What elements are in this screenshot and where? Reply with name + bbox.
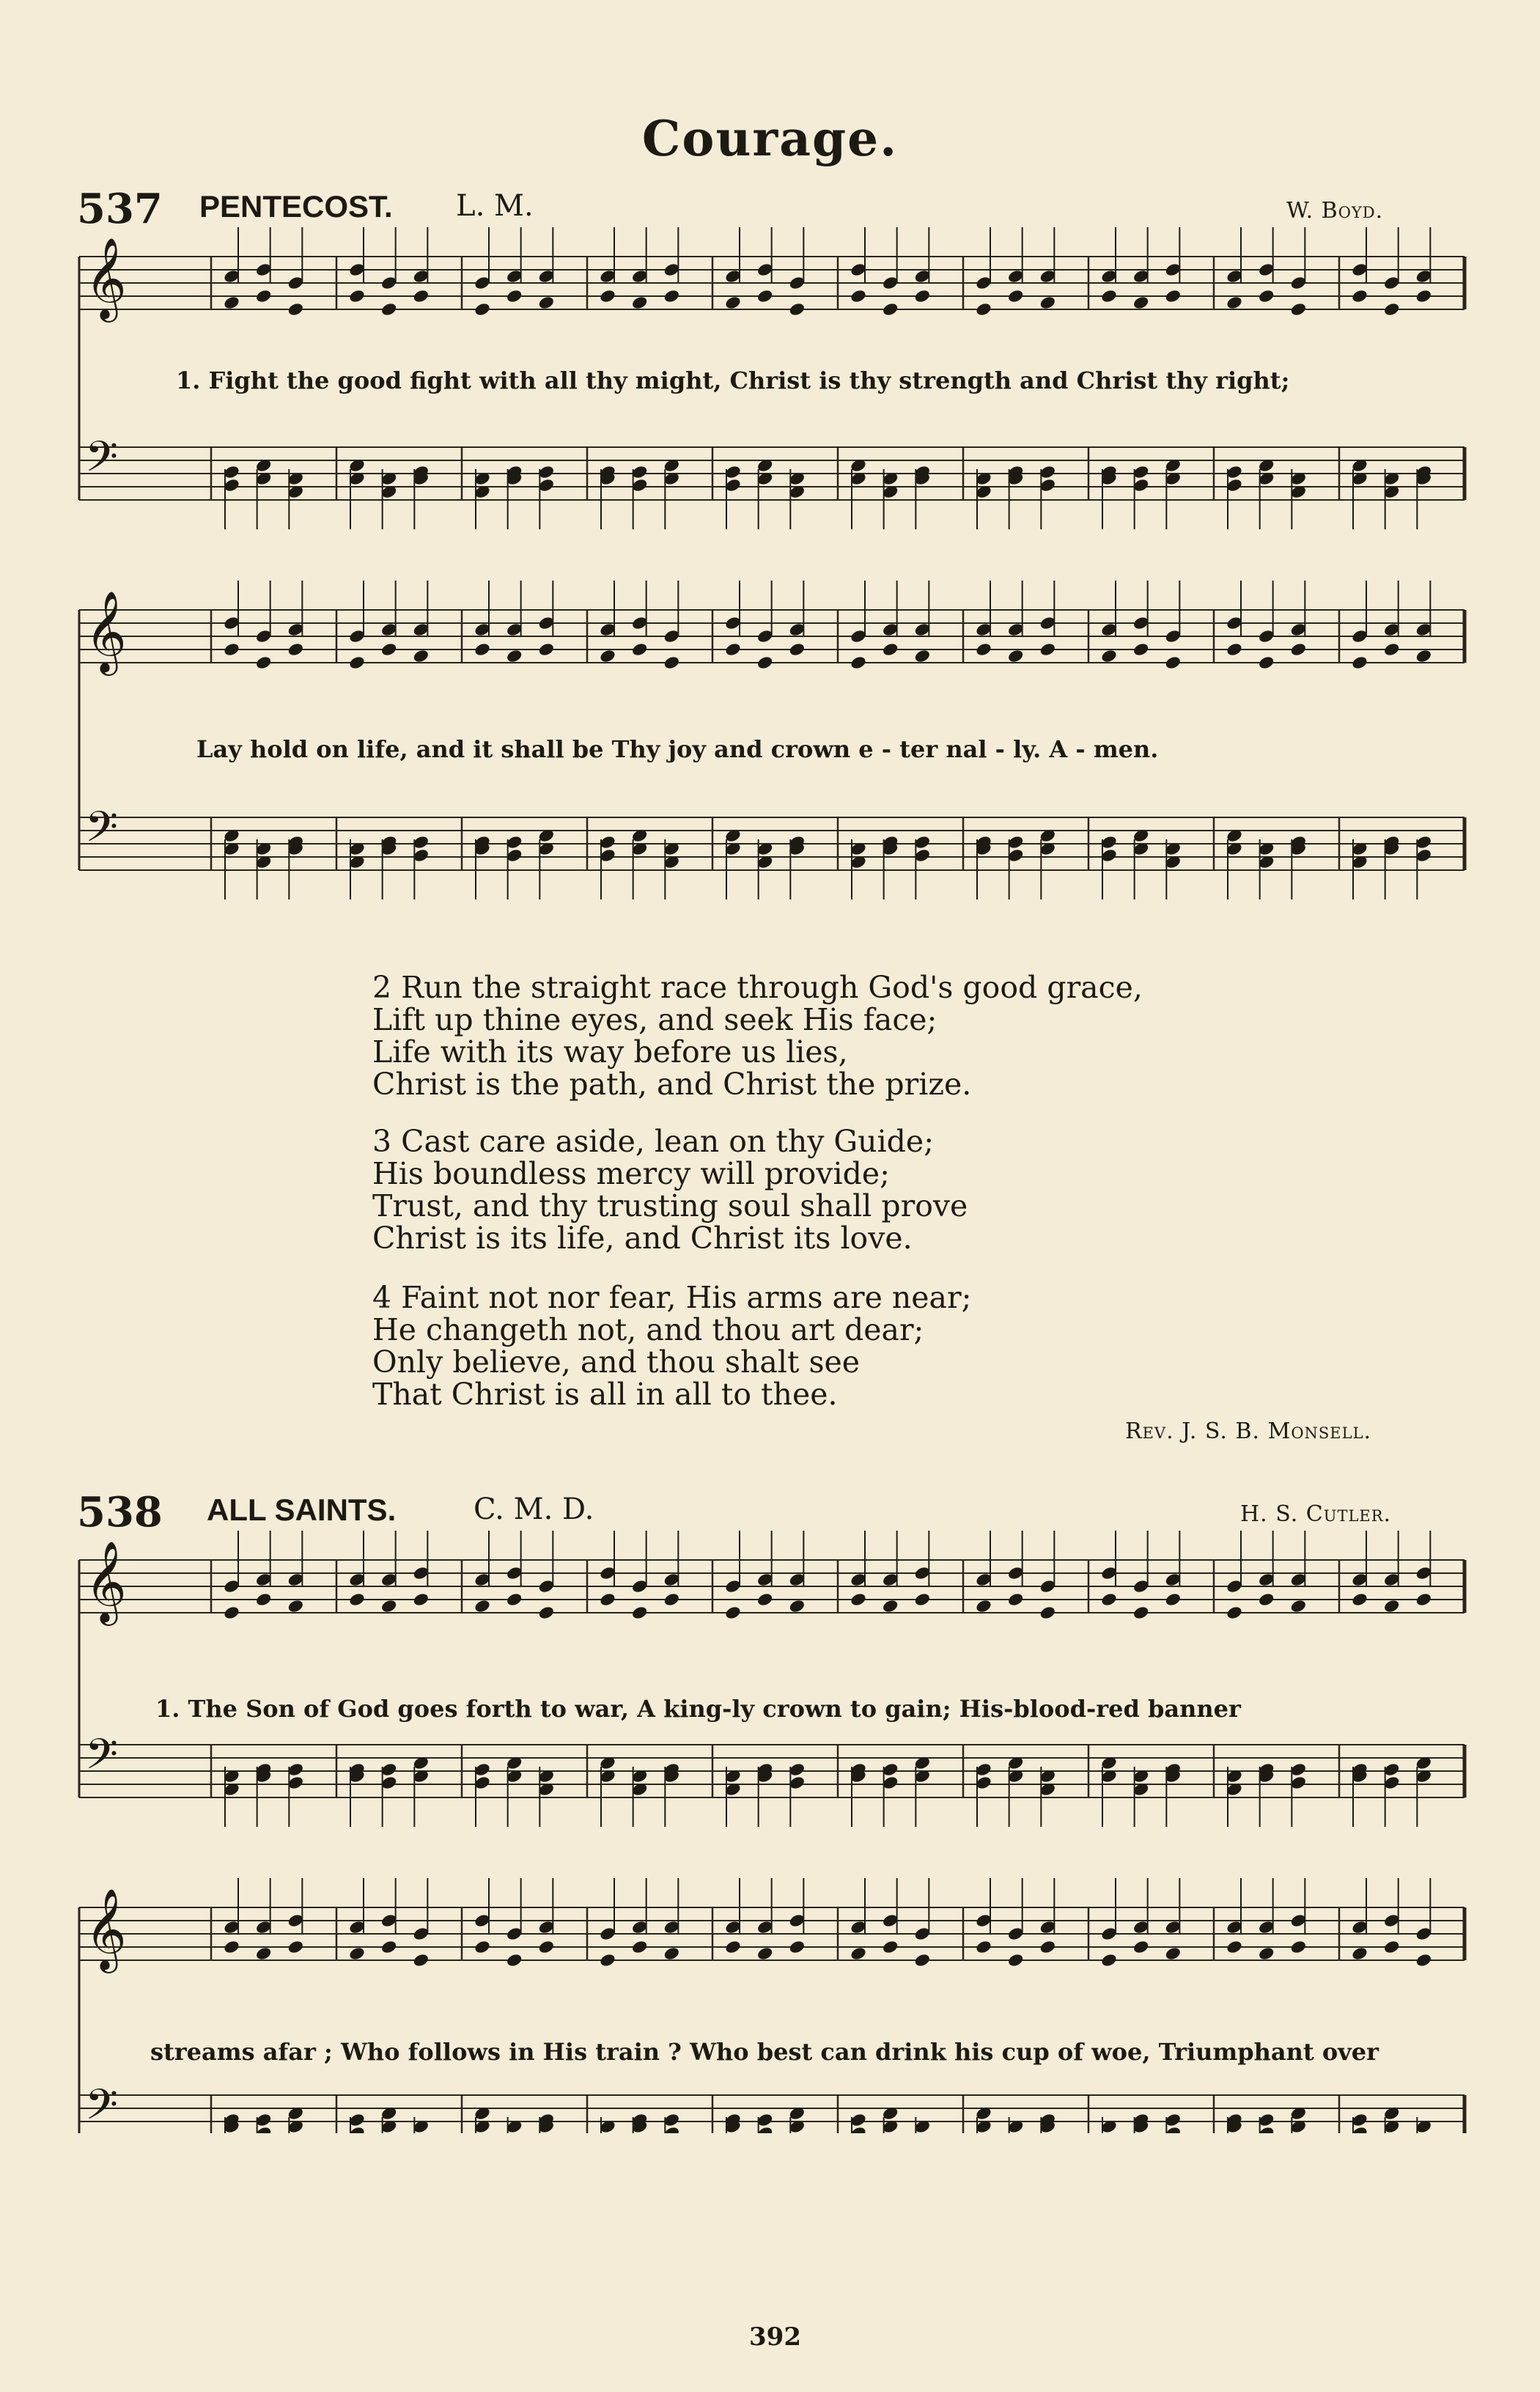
note-head [287, 1939, 304, 1954]
verse-line: 3 Cast care aside, lean on thy Guide; [372, 1124, 935, 1159]
note-head [1164, 1591, 1182, 1607]
note-head [913, 648, 931, 663]
note-head [255, 288, 273, 303]
note-head [348, 1946, 366, 1961]
note-head [1415, 648, 1432, 663]
note-head [1226, 295, 1243, 310]
note-head [1289, 301, 1307, 317]
note-head [1415, 288, 1432, 303]
meter: C. M. D. [474, 1493, 594, 1526]
note-head [474, 1939, 491, 1954]
note-head [223, 295, 240, 310]
verse-line: That Christ is all in all to thee. [372, 1377, 838, 1412]
note-head [255, 655, 273, 670]
note-head [850, 655, 867, 670]
note-head [882, 1939, 899, 1954]
note-head [663, 1946, 680, 1961]
note-head [913, 1952, 931, 1968]
note-head [631, 641, 649, 657]
note-head [756, 1946, 774, 1961]
note-head [913, 1591, 931, 1607]
note-head [1383, 1598, 1401, 1613]
note-head [1226, 641, 1243, 657]
verse-line: Lift up thine eyes, and seek His face; [372, 1002, 937, 1037]
verse-2 [372, 971, 1143, 1100]
note-head [724, 1605, 742, 1620]
note-head [1226, 1939, 1243, 1954]
tune-name: ALL SAINTS. [207, 1493, 397, 1527]
note-head [1100, 1952, 1118, 1968]
note-head [1007, 1952, 1025, 1968]
note-head [599, 288, 616, 303]
verse-line: Trust, and thy trusting soul shall prove [372, 1188, 968, 1223]
verse-line: He changeth not, and thou art dear; [372, 1312, 924, 1347]
bass-clef-icon: 𝄢 [85, 2080, 119, 2133]
note-head [412, 1952, 430, 1968]
note-head [1415, 1591, 1432, 1607]
note-head [1132, 641, 1150, 657]
note-head [1164, 288, 1182, 303]
note-head [724, 1939, 742, 1954]
note-head [537, 1605, 555, 1620]
note-head [1039, 1605, 1056, 1620]
note-head [287, 641, 304, 657]
verse-3 [372, 1125, 968, 1254]
note-head [348, 288, 366, 303]
note-head [1351, 655, 1368, 670]
treble-clef-icon: 𝄞 [85, 1888, 127, 1970]
note-head [223, 641, 240, 657]
note-head [850, 1946, 867, 1961]
note-head [756, 1591, 774, 1607]
note-head [1258, 655, 1275, 670]
hymn-author: Rev. J. S. B. Monsell. [1125, 1418, 1372, 1444]
composer: W. Boyd. [1286, 198, 1384, 224]
bass-clef-icon: 𝄢 [85, 1729, 119, 1789]
treble-clef-icon: 𝄞 [85, 590, 127, 672]
note-head [287, 301, 304, 317]
section-title: Courage. [641, 110, 899, 167]
note-head [882, 641, 899, 657]
note-head [1289, 1939, 1307, 1954]
note-head [599, 648, 616, 663]
note-head [1289, 641, 1307, 657]
hymn-number: 537 [77, 185, 163, 233]
note-head [882, 1598, 899, 1613]
note-head [1164, 655, 1182, 670]
verse-line: Christ is its life, and Christ its love. [372, 1221, 913, 1256]
bass-clef-icon: 𝄢 [85, 802, 119, 862]
note-head [506, 1952, 523, 1968]
note-head [1383, 1939, 1401, 1954]
note-head [1383, 641, 1401, 657]
note-head [1007, 1591, 1025, 1607]
note-head [850, 1591, 867, 1607]
note-head [1100, 1591, 1118, 1607]
verse-line: 2 Run the straight race through God's good grace, [372, 970, 1143, 1005]
note-head [412, 1591, 430, 1607]
note-head [663, 655, 680, 670]
tune-name: PENTECOST. [199, 189, 393, 224]
lyric-line: 1. Fight the good fight with all thy might, Christ is thy strength and Christ thy right; [176, 367, 1290, 394]
note-head [474, 301, 491, 317]
note-head [913, 288, 931, 303]
note-head [756, 288, 774, 303]
note-head [663, 288, 680, 303]
note-head [1132, 1939, 1150, 1954]
note-head [975, 301, 992, 317]
note-head [506, 648, 523, 663]
verse-line: Only believe, and thou shalt see [372, 1344, 861, 1380]
note-head [412, 648, 430, 663]
note-head [631, 1605, 649, 1620]
note-head [724, 641, 742, 657]
note-head [788, 1939, 806, 1954]
lyric-line: streams afar ; Who follows in His train ? Who best can drink his cup of woe, Triumphant over [150, 2038, 1379, 2066]
note-head [348, 1591, 366, 1607]
note-head [223, 1605, 240, 1620]
treble-clef-icon: 𝄞 [85, 1540, 127, 1622]
note-head [537, 295, 555, 310]
note-head [788, 301, 806, 317]
note-head [537, 641, 555, 657]
note-head [724, 295, 742, 310]
note-head [1258, 1946, 1275, 1961]
verse-line: Life with its way before us lies, [372, 1034, 848, 1070]
note-head [1007, 288, 1025, 303]
note-head [1100, 648, 1118, 663]
note-head [1289, 1598, 1307, 1613]
note-head [380, 641, 398, 657]
note-head [631, 1939, 649, 1954]
note-head [255, 1946, 273, 1961]
note-head [1132, 1605, 1150, 1620]
note-head [474, 641, 491, 657]
note-head [412, 288, 430, 303]
verse-line: 4 Faint not nor fear, His arms are near; [372, 1280, 972, 1315]
lyric-line: 1. The Son of God goes forth to war, A king-ly crown to gain; His-blood-red banner [155, 1695, 1241, 1723]
hymn-number: 538 [77, 1488, 163, 1537]
note-head [631, 295, 649, 310]
note-head [1226, 1605, 1243, 1620]
note-head [1383, 301, 1401, 317]
note-head [1039, 295, 1056, 310]
note-head [788, 1598, 806, 1613]
note-head [287, 1598, 304, 1613]
lyric-line: Lay hold on life, and it shall be Thy joy and crown e - ter nal - ly. A - men. [196, 735, 1159, 763]
note-head [599, 1591, 616, 1607]
note-head [223, 1939, 240, 1954]
note-head [1007, 648, 1025, 663]
note-head [380, 301, 398, 317]
note-head [255, 1591, 273, 1607]
note-head [975, 1939, 992, 1954]
note-head [975, 1598, 992, 1613]
note-head [380, 1598, 398, 1613]
note-head [1258, 1591, 1275, 1607]
note-head [1351, 288, 1368, 303]
note-head [663, 1591, 680, 1607]
note-head [506, 1591, 523, 1607]
note-head [1351, 1946, 1368, 1961]
note-head [1039, 1939, 1056, 1954]
note-head [1258, 288, 1275, 303]
note-head [788, 641, 806, 657]
note-head [506, 288, 523, 303]
note-head [348, 655, 366, 670]
treble-clef-icon: 𝄞 [85, 237, 127, 319]
verse-line: His boundless mercy will provide; [372, 1156, 890, 1191]
note-head [537, 1939, 555, 1954]
note-head [1039, 641, 1056, 657]
verse-line: Christ is the path, and Christ the prize. [372, 1067, 972, 1102]
bass-clef-icon: 𝄢 [85, 432, 119, 492]
meter: L. M. [456, 189, 534, 223]
note-head [756, 655, 774, 670]
note-head [474, 1598, 491, 1613]
note-head [1100, 288, 1118, 303]
page-number: 392 [749, 2322, 801, 2352]
note-head [599, 1952, 616, 1968]
verse-4 [372, 1281, 971, 1410]
composer: H. S. Cutler. [1240, 1501, 1392, 1527]
note-head [850, 288, 867, 303]
note-head [1351, 1591, 1368, 1607]
note-head [975, 641, 992, 657]
note-head [1132, 295, 1150, 310]
note-head [380, 1939, 398, 1954]
note-head [1415, 1952, 1432, 1968]
note-head [1164, 1946, 1182, 1961]
note-head [882, 301, 899, 317]
